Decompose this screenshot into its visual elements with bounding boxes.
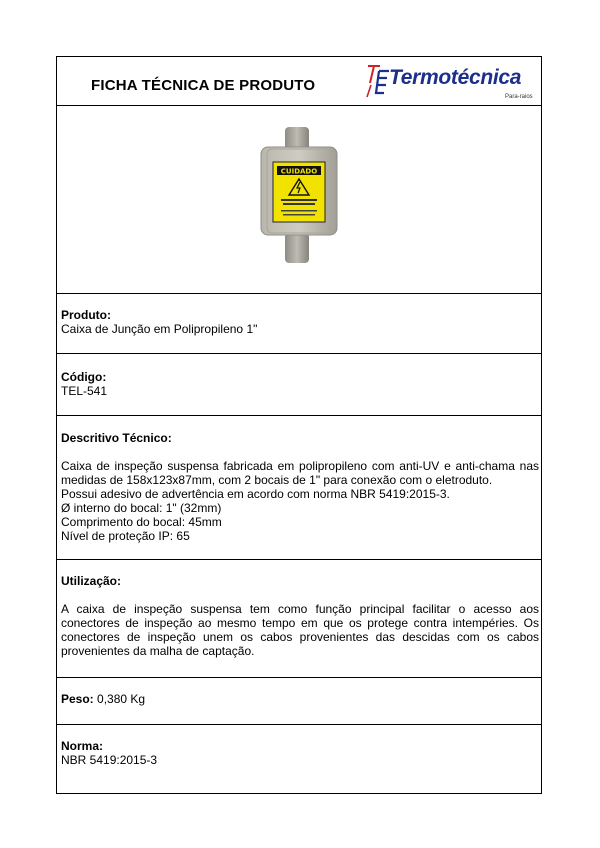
standard-label: Norma: <box>61 739 104 753</box>
divider <box>57 559 541 560</box>
technical-sheet <box>56 56 542 794</box>
standard-section <box>61 739 539 767</box>
technical-description-text: Caixa de inspeção suspensa fabricada em polipropileno com anti-UV e anti-chama nas medidas de 158x123x87mm, com 2 bocais de 1" para conexão com o eletroduto. <box>61 459 539 487</box>
product-code: TEL-541 <box>61 384 108 398</box>
usage-label: Utilização: <box>61 574 122 588</box>
technical-spec-line: Possui adesivo de advertência em acordo com norma NBR 5419:2015-3. <box>61 487 450 501</box>
termotecnica-logo <box>365 63 535 103</box>
divider <box>57 293 541 294</box>
product-name: Caixa de Junção em Polipropileno 1" <box>61 322 258 336</box>
technical-description-section <box>61 431 539 543</box>
code-label: Código: <box>61 370 107 384</box>
logo-tagline: Para-raios <box>505 94 533 100</box>
product-section <box>61 308 539 336</box>
technical-description-label: Descritivo Técnico: <box>61 431 172 445</box>
divider <box>57 415 541 416</box>
TEL-monogram-icon <box>365 63 391 103</box>
technical-spec-line: Nível de proteção IP: 65 <box>61 529 190 543</box>
usage-text: A caixa de inspeção suspensa tem como função principal facilitar o acesso aos conectores de inspeção ao mesmo tempo em que os protege contra intempéries. Os conectores de inspeção unem os cabos provenientes das descidas com os cabos provenientes da malha de captação. <box>61 602 539 658</box>
logo-wordmark: Termotécnica <box>389 66 522 89</box>
weight-value: 0,380 Kg <box>97 692 146 706</box>
product-label: Produto: <box>61 308 111 322</box>
weight-label: Peso: <box>61 692 94 706</box>
document-title: FICHA TÉCNICA DE PRODUTO <box>91 77 316 94</box>
product-photo-area <box>57 105 541 293</box>
weight-section <box>61 692 539 706</box>
technical-spec-line: Comprimento do bocal: 45mm <box>61 515 222 529</box>
technical-spec-line: Ø interno do bocal: 1" (32mm) <box>61 501 222 515</box>
junction-box-photo <box>249 127 349 277</box>
usage-section <box>61 574 539 658</box>
standard-value: NBR 5419:2015-3 <box>61 753 158 767</box>
caution-sign-text: CUIDADO <box>280 167 318 176</box>
divider <box>57 724 541 725</box>
sheet-header <box>57 57 541 105</box>
code-section <box>61 370 539 398</box>
divider <box>57 353 541 354</box>
divider <box>57 677 541 678</box>
